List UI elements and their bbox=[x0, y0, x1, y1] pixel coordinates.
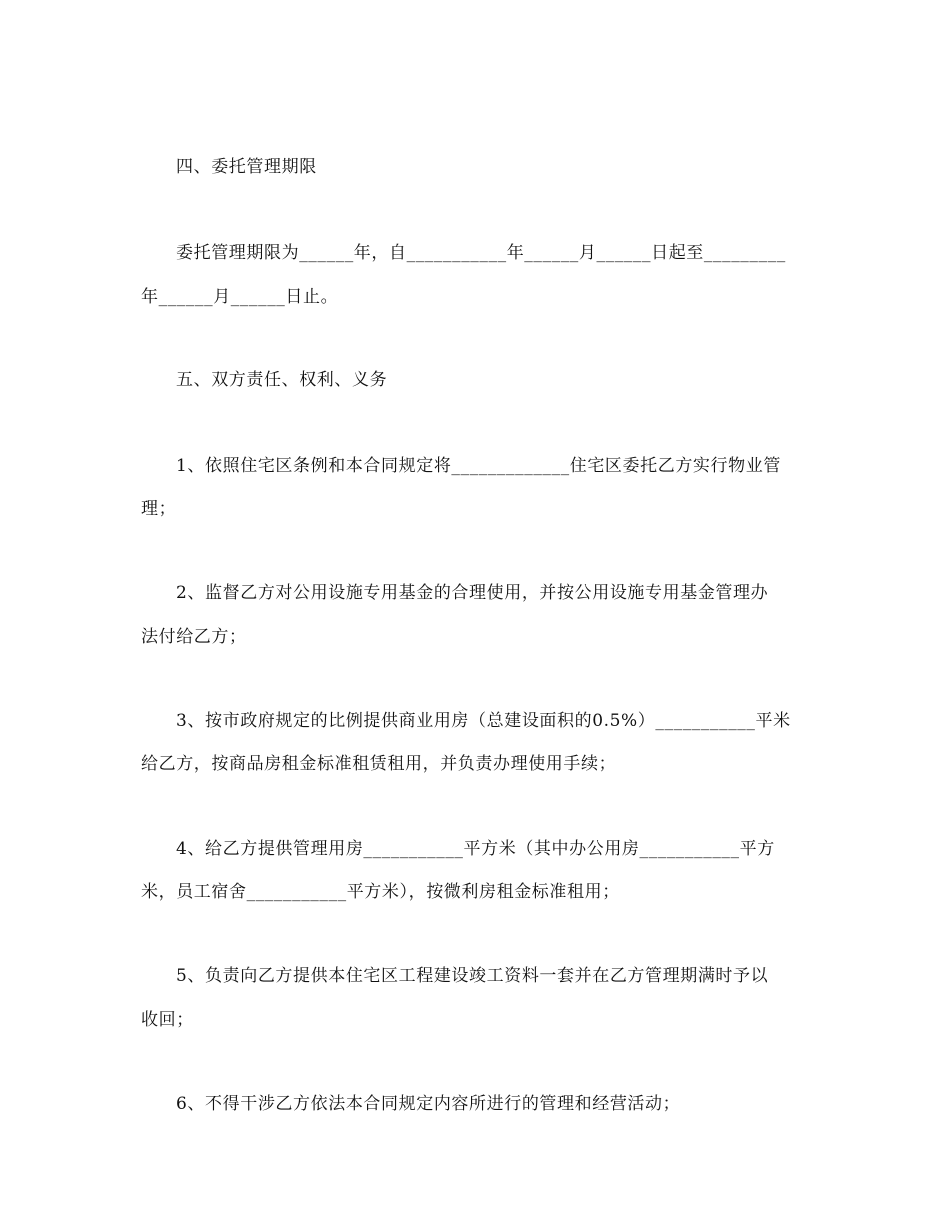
item3-line-2: 给乙方，按商品房租金标准租赁租用，并负责办理使用手续； bbox=[141, 754, 617, 774]
term-line-1: 委托管理期限为______年，自___________年______月______日起至_________ bbox=[176, 243, 786, 263]
section4-heading: 四、委托管理期限 bbox=[176, 157, 317, 177]
item4-line-2: 米，员工宿舍___________平方米），按微利房租金标准租用； bbox=[141, 882, 620, 902]
item1-line-2: 理； bbox=[141, 499, 177, 519]
item6-line-1: 6、不得干涉乙方依法本合同规定内容所进行的管理和经营活动； bbox=[176, 1094, 681, 1114]
term-line-2: 年______月______日止。 bbox=[141, 287, 339, 307]
item5-line-1: 5、负责向乙方提供本住宅区工程建设竣工资料一套并在乙方管理期满时予以 bbox=[176, 966, 769, 986]
item3-line-1: 3、按市政府规定的比例提供商业用房（总建设面积的0.5%）___________平米 bbox=[176, 711, 791, 731]
item2-line-1: 2、监督乙方对公用设施专用基金的合理使用，并按公用设施专用基金管理办 bbox=[176, 583, 769, 603]
item2-line-2: 法付给乙方； bbox=[141, 627, 247, 647]
item5-line-2: 收回； bbox=[141, 1010, 194, 1030]
section5-heading: 五、双方责任、权利、义务 bbox=[176, 370, 388, 390]
item1-line-1: 1、依照住宅区条例和本合同规定将_____________住宅区委托乙方实行物业管 bbox=[176, 456, 781, 476]
item4-line-1: 4、给乙方提供管理用房___________平方米（其中办公用房___________平方 bbox=[176, 839, 775, 859]
